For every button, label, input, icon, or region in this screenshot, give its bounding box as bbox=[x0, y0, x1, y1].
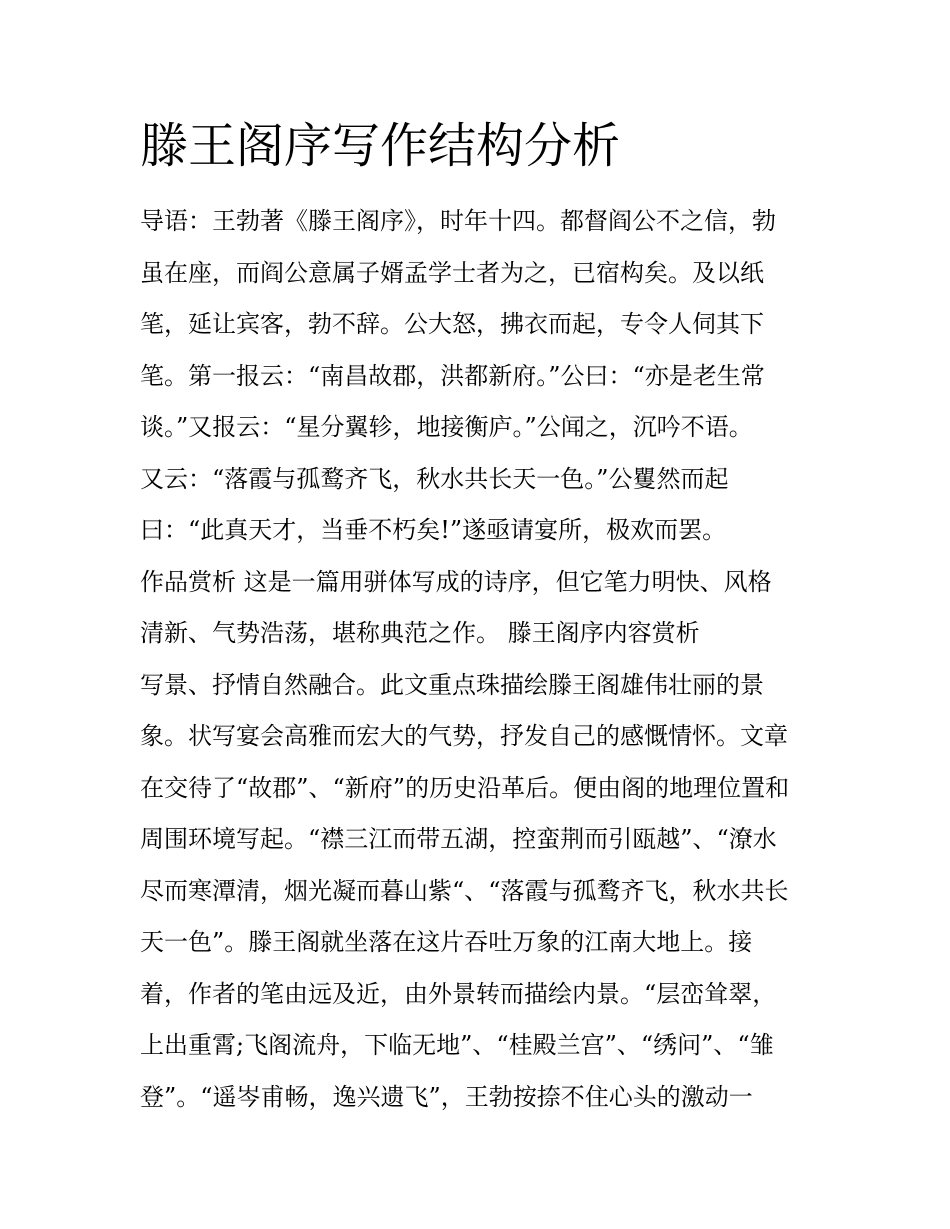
document-title: 滕王阁序写作结构分析 bbox=[140, 118, 621, 174]
text-line: 上出重霄;飞阁流舟，下临无地”、“桂殿兰宫”、“绣问”、“雏 bbox=[140, 1031, 774, 1059]
text-line: 又云：“落霞与孤鹜齐飞，秋水共长天一色。”公矍然而起 bbox=[140, 464, 729, 493]
document-body bbox=[140, 196, 840, 1123]
text-line: 尽而寒潭清，烟光凝而暮山紫“、“落霞与孤鹜齐飞，秋水共长 bbox=[140, 876, 789, 905]
text-line: 曰：“此真天才，当垂不朽矣!”遂亟请宴所，极欢而罢。 bbox=[140, 516, 727, 544]
text-line: 虽在座，而阎公意属子婿孟学士者为之，已宿构矣。及以纸 bbox=[140, 258, 764, 287]
text-line: 着，作者的笔由远及近，由外景转而描绘内景。“层峦耸翠， bbox=[140, 979, 777, 1008]
text-line: 导语：王勃著《滕王阁序》，时年十四。都督阎公不之信，勃 bbox=[140, 207, 776, 235]
text-line: 笔。第一报云：“南昌故郡，洪都新府。”公曰：“亦是老生常 bbox=[140, 361, 765, 390]
text-line: 象。状写宴会高雅而宏大的气势，抒发自己的感慨情怀。文章 bbox=[140, 722, 788, 750]
text-line: 登”。“遥岑甫畅，逸兴遗飞”，王勃按捺不住心头的激动一 bbox=[140, 1082, 753, 1111]
text-line: 笔，延让宾客，勃不辞。公大怒，拂衣而起，专令人伺其下 bbox=[140, 310, 764, 338]
text-line: 周围环境写起。“襟三江而带五湖，控蛮荆而引瓯越”、“潦水 bbox=[140, 825, 777, 853]
text-line: 清新、气势浩荡，堪称典范之作。 滕王阁序内容赏析 bbox=[140, 619, 700, 647]
text-line: 天一色”。滕王阁就坐落在这片吞吐万象的江南大地上。接 bbox=[140, 928, 753, 956]
text-line: 谈。”又报云：“星分翼轸，地接衡庐。”公闻之，沉吟不语。 bbox=[140, 413, 753, 441]
text-line: 写景、抒情自然融合。此文重点珠描绘滕王阁雄伟壮丽的景 bbox=[140, 670, 764, 699]
text-line: 作品赏析 这是一篇用骈体写成的诗序，但它笔力明快、风格 bbox=[140, 567, 772, 596]
text-line: 在交待了“故郡”、“新府”的历史沿革后。便由阁的地理位置和 bbox=[140, 773, 790, 802]
